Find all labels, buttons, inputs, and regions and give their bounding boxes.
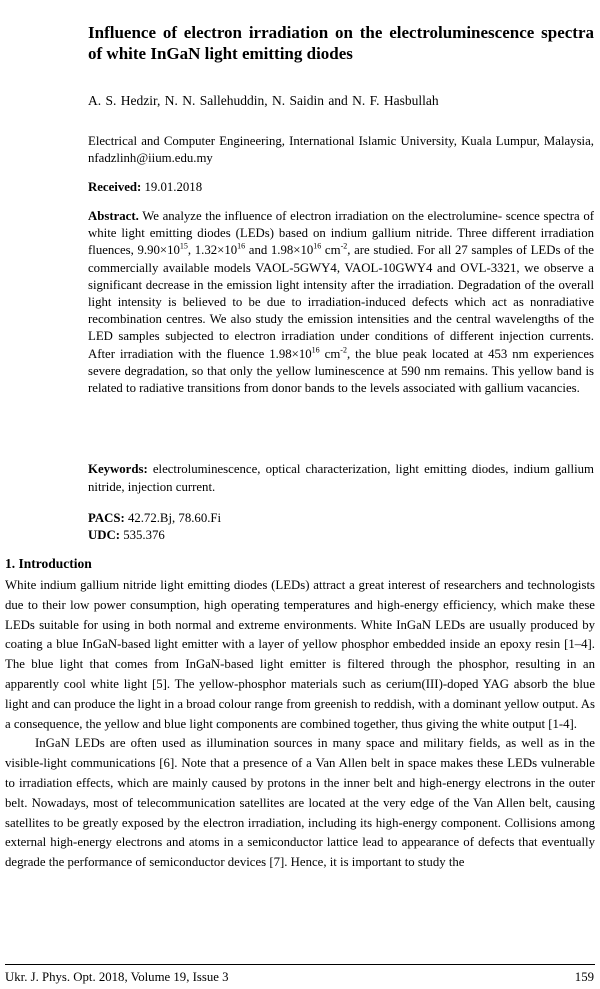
received-line: [88, 179, 594, 196]
abstract: [88, 208, 594, 397]
abstract-text-5: , are studied. For all 27 samples of LEDs of the commercially available models VAOL-5GWY4, VAOL-10GWY4 and OVL-3321, we observe a significant decrease in the emission light intensity after the irradiation. Degradation of the overall light intensity is believed to be due to irradiation-induced defects which act as nonradiative recombination centres. We also study the emission intensities and the central wavelengths of the LED samples subjected to electron irradiation under conditions of different injection currents. After irradiation with the fluence 1.98×10: [88, 243, 594, 361]
footer-journal: Ukr. J. Phys. Opt. 2018, Volume 19, Issue 3: [5, 970, 229, 984]
keywords: [88, 461, 594, 496]
abstract-sup-4: -2: [340, 242, 348, 252]
abstract-sup-3: 16: [313, 242, 322, 252]
pacs-line: [88, 510, 221, 526]
footer-page-number: 159: [574, 970, 594, 984]
introduction-paragraph-2: InGaN LEDs are often used as illumination sources in many space and military fields, as well as in the visible-light communications [6]. Note that a presence of a Van Allen belt in space makes these LEDs vulnerable to irradiation effects, which are mainly caused by protons in the inner belt and high-energy electrons in the outer belt. Nowadays, most of telecommunication satellites are located at the very edge of the Van Allen belt, causing satellites to be greatly exposed by the electron irradiation, including its high-energy component. Collisions among external high-energy electrons and atoms in a semiconductor lattice lead to appearance of defects that eventually degrade the performance of semiconductor devices [7]. Hence, it is important to study the: [5, 736, 595, 870]
abstract-sup-6: -2: [340, 345, 347, 355]
abstract-text-1: We analyze the influence of electron irradiation on the electrolumine- scence spectra of white light emitting diodes (LEDs) based on indium gallium nitride. Three different irradiation fluences, 9.90×10: [88, 209, 594, 258]
abstract-sup-5: 16: [311, 345, 320, 355]
introduction-body: [5, 576, 595, 873]
abstract-text-4: cm: [321, 243, 341, 258]
authors: A. S. Hedzir, N. N. Sallehuddin, N. Saidin and N. F. Hasbullah: [88, 93, 439, 108]
pacs-label: PACS:: [88, 511, 125, 525]
abstract-label: Abstract.: [88, 209, 139, 223]
pacs-text: 42.72.Bj, 78.60.Fi: [127, 511, 222, 525]
received-date: 19.01.2018: [144, 180, 203, 194]
udc-line: [88, 527, 165, 543]
introduction-paragraph-1: White indium gallium nitride light emitting diodes (LEDs) attract a great interest of researchers and technologists due to their low power consumption, high operating temperatures and high-energy efficiency, which make these LEDs suitable for using in both normal and extreme environments. White InGaN LEDs are usually produced by coating a blue InGaN-based light emitter with a layer of yellow phosphor embedded inside an epoxy resin [1–4]. The blue light that comes from InGaN-based light emitter is filtered through the phosphor, resulting in an apparently cool white light [5]. The yellow-phosphor materials such as cerium(III)-doped YAG absorb the blue light and can produce the light in a broad colour range from greenish to reddish, with a dominant yellow output. As a consequence, the yellow and blue light components are combined together, thus giving the white output [1-4].: [5, 578, 595, 731]
udc-text: 535.376: [123, 528, 165, 542]
affiliation: Electrical and Computer Engineering, International Islamic University, Kuala Lumpur, Malaysia, nfadzlinh@iium.edu.my: [88, 134, 594, 165]
keywords-text: electroluminescence, optical characterization, light emitting diodes, indium gallium nitride, injection current.: [88, 462, 594, 494]
section-heading-introduction: 1. Introduction: [5, 556, 92, 571]
received-label: Received:: [88, 180, 142, 194]
abstract-text-2: , 1.32×10: [187, 243, 238, 258]
abstract-text-6: cm: [319, 346, 341, 361]
paper-title: Influence of electron irradiation on the electroluminescence spectra of white InGaN light emitting diodes: [88, 23, 594, 63]
keywords-label: Keywords:: [88, 462, 148, 476]
footer-divider: [5, 964, 595, 965]
abstract-sup-1: 15: [179, 242, 188, 252]
abstract-sup-2: 16: [237, 242, 246, 252]
udc-label: UDC:: [88, 528, 120, 542]
abstract-text-3: and 1.98×10: [245, 243, 314, 258]
abstract-text-7: , the blue peak located at 453 nm experiences severe degradation, so that only the yellow luminescence at 590 nm remains. This yellow band is related to radiative transitions from donor bands to the levels associated with gallium vacancies.: [88, 346, 594, 396]
